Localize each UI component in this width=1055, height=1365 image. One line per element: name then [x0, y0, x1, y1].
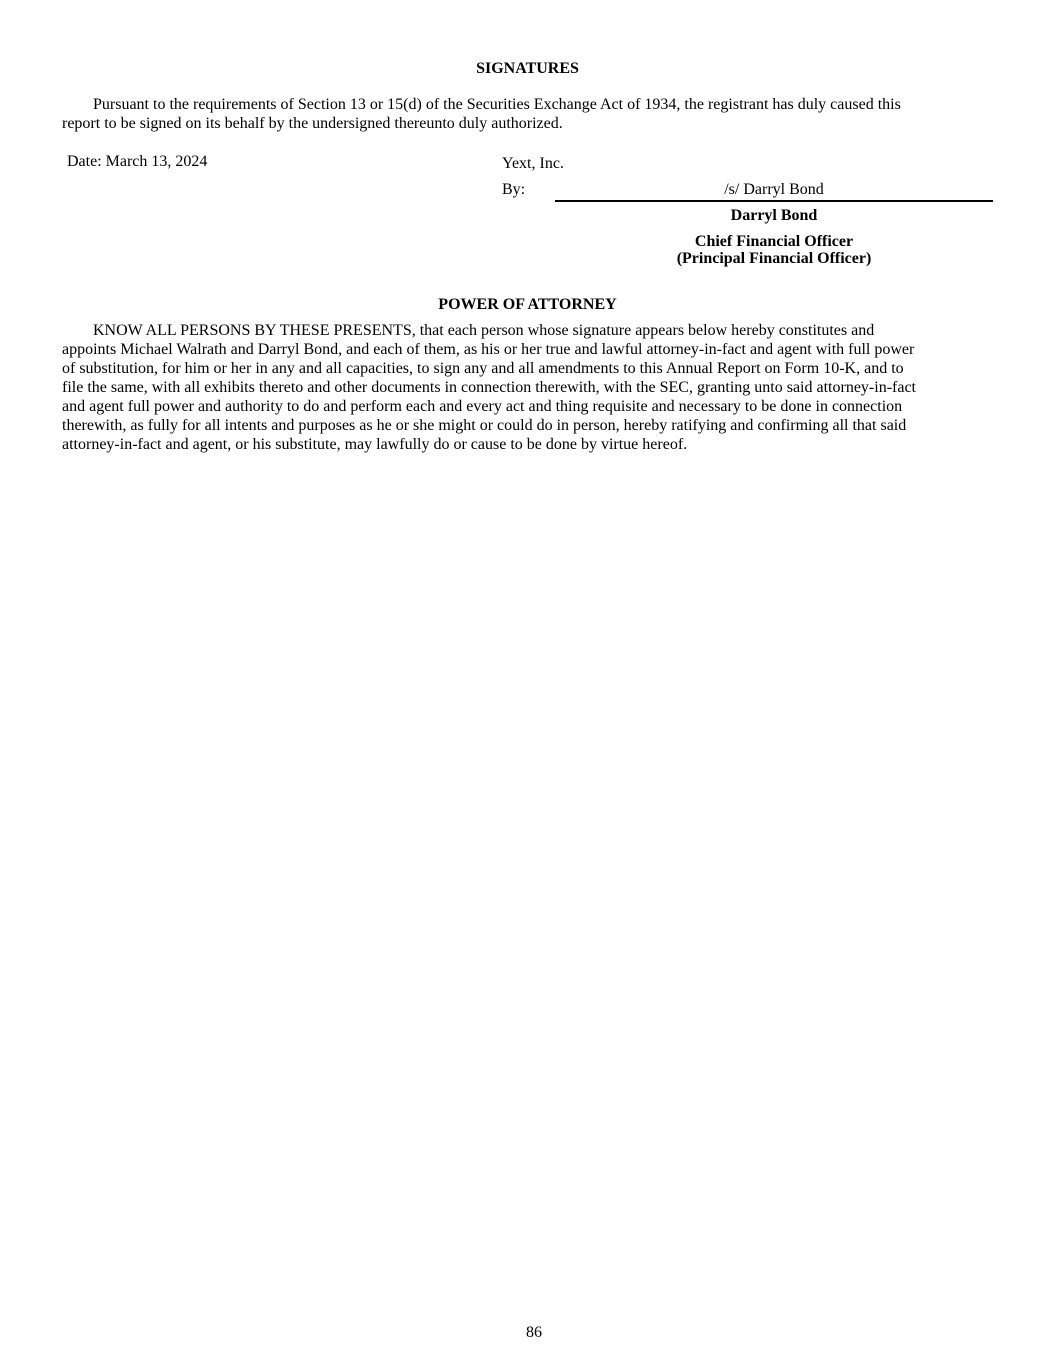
- signatures-paragraph-line: report to be signed on its behalf by the undersigned thereunto duly authorized.: [62, 115, 563, 132]
- poa-paragraph-line: and agent full power and authority to do and perform each and every act and thing requisite and necessary to be done in connection: [62, 398, 903, 415]
- page-number: 86: [526, 1324, 542, 1341]
- poa-paragraph-line: therewith, as fully for all intents and purposes as he or she might or could do in person, hereby ratifying and confirming all that said: [62, 417, 907, 434]
- poa-paragraph-line: file the same, with all exhibits thereto and other documents in connection therewith, with the SEC, granting unto said attorney-in-fact: [62, 379, 916, 396]
- signatures-paragraph-line: Pursuant to the requirements of Section 13 or 15(d) of the Securities Exchange Act of 1934, the registrant has duly caused this: [93, 96, 901, 113]
- poa-paragraph-line: KNOW ALL PERSONS BY THESE PRESENTS, that each person whose signature appears below hereby constitutes and: [93, 322, 875, 339]
- poa-paragraph-line: of substitution, for him or her in any and all capacities, to sign any and all amendments to this Annual Report on Form 10-K, and to: [62, 360, 904, 377]
- signatures-heading: SIGNATURES: [476, 60, 579, 77]
- poa-paragraph-line: attorney-in-fact and agent, or his substitute, may lawfully do or cause to be done by virtue hereof.: [62, 436, 688, 453]
- power-of-attorney-paragraph: [62, 321, 992, 454]
- power-of-attorney-heading: POWER OF ATTORNEY: [438, 296, 617, 313]
- signer-title: Chief Financial Officer: [694, 233, 854, 250]
- signatures-paragraph: [62, 95, 992, 133]
- signature-text: /s/ Darryl Bond: [724, 181, 824, 198]
- company-name: Yext, Inc.: [502, 155, 564, 172]
- signature-date: Date: March 13, 2024: [67, 153, 208, 170]
- by-label: By:: [502, 181, 526, 198]
- signer-name: Darryl Bond: [730, 207, 818, 224]
- poa-paragraph-line: appoints Michael Walrath and Darryl Bond, and each of them, as his or her true and lawful attorney-in-fact and agent with full power: [62, 341, 915, 358]
- signature-line: [555, 200, 993, 202]
- signer-role: (Principal Financial Officer): [676, 250, 872, 267]
